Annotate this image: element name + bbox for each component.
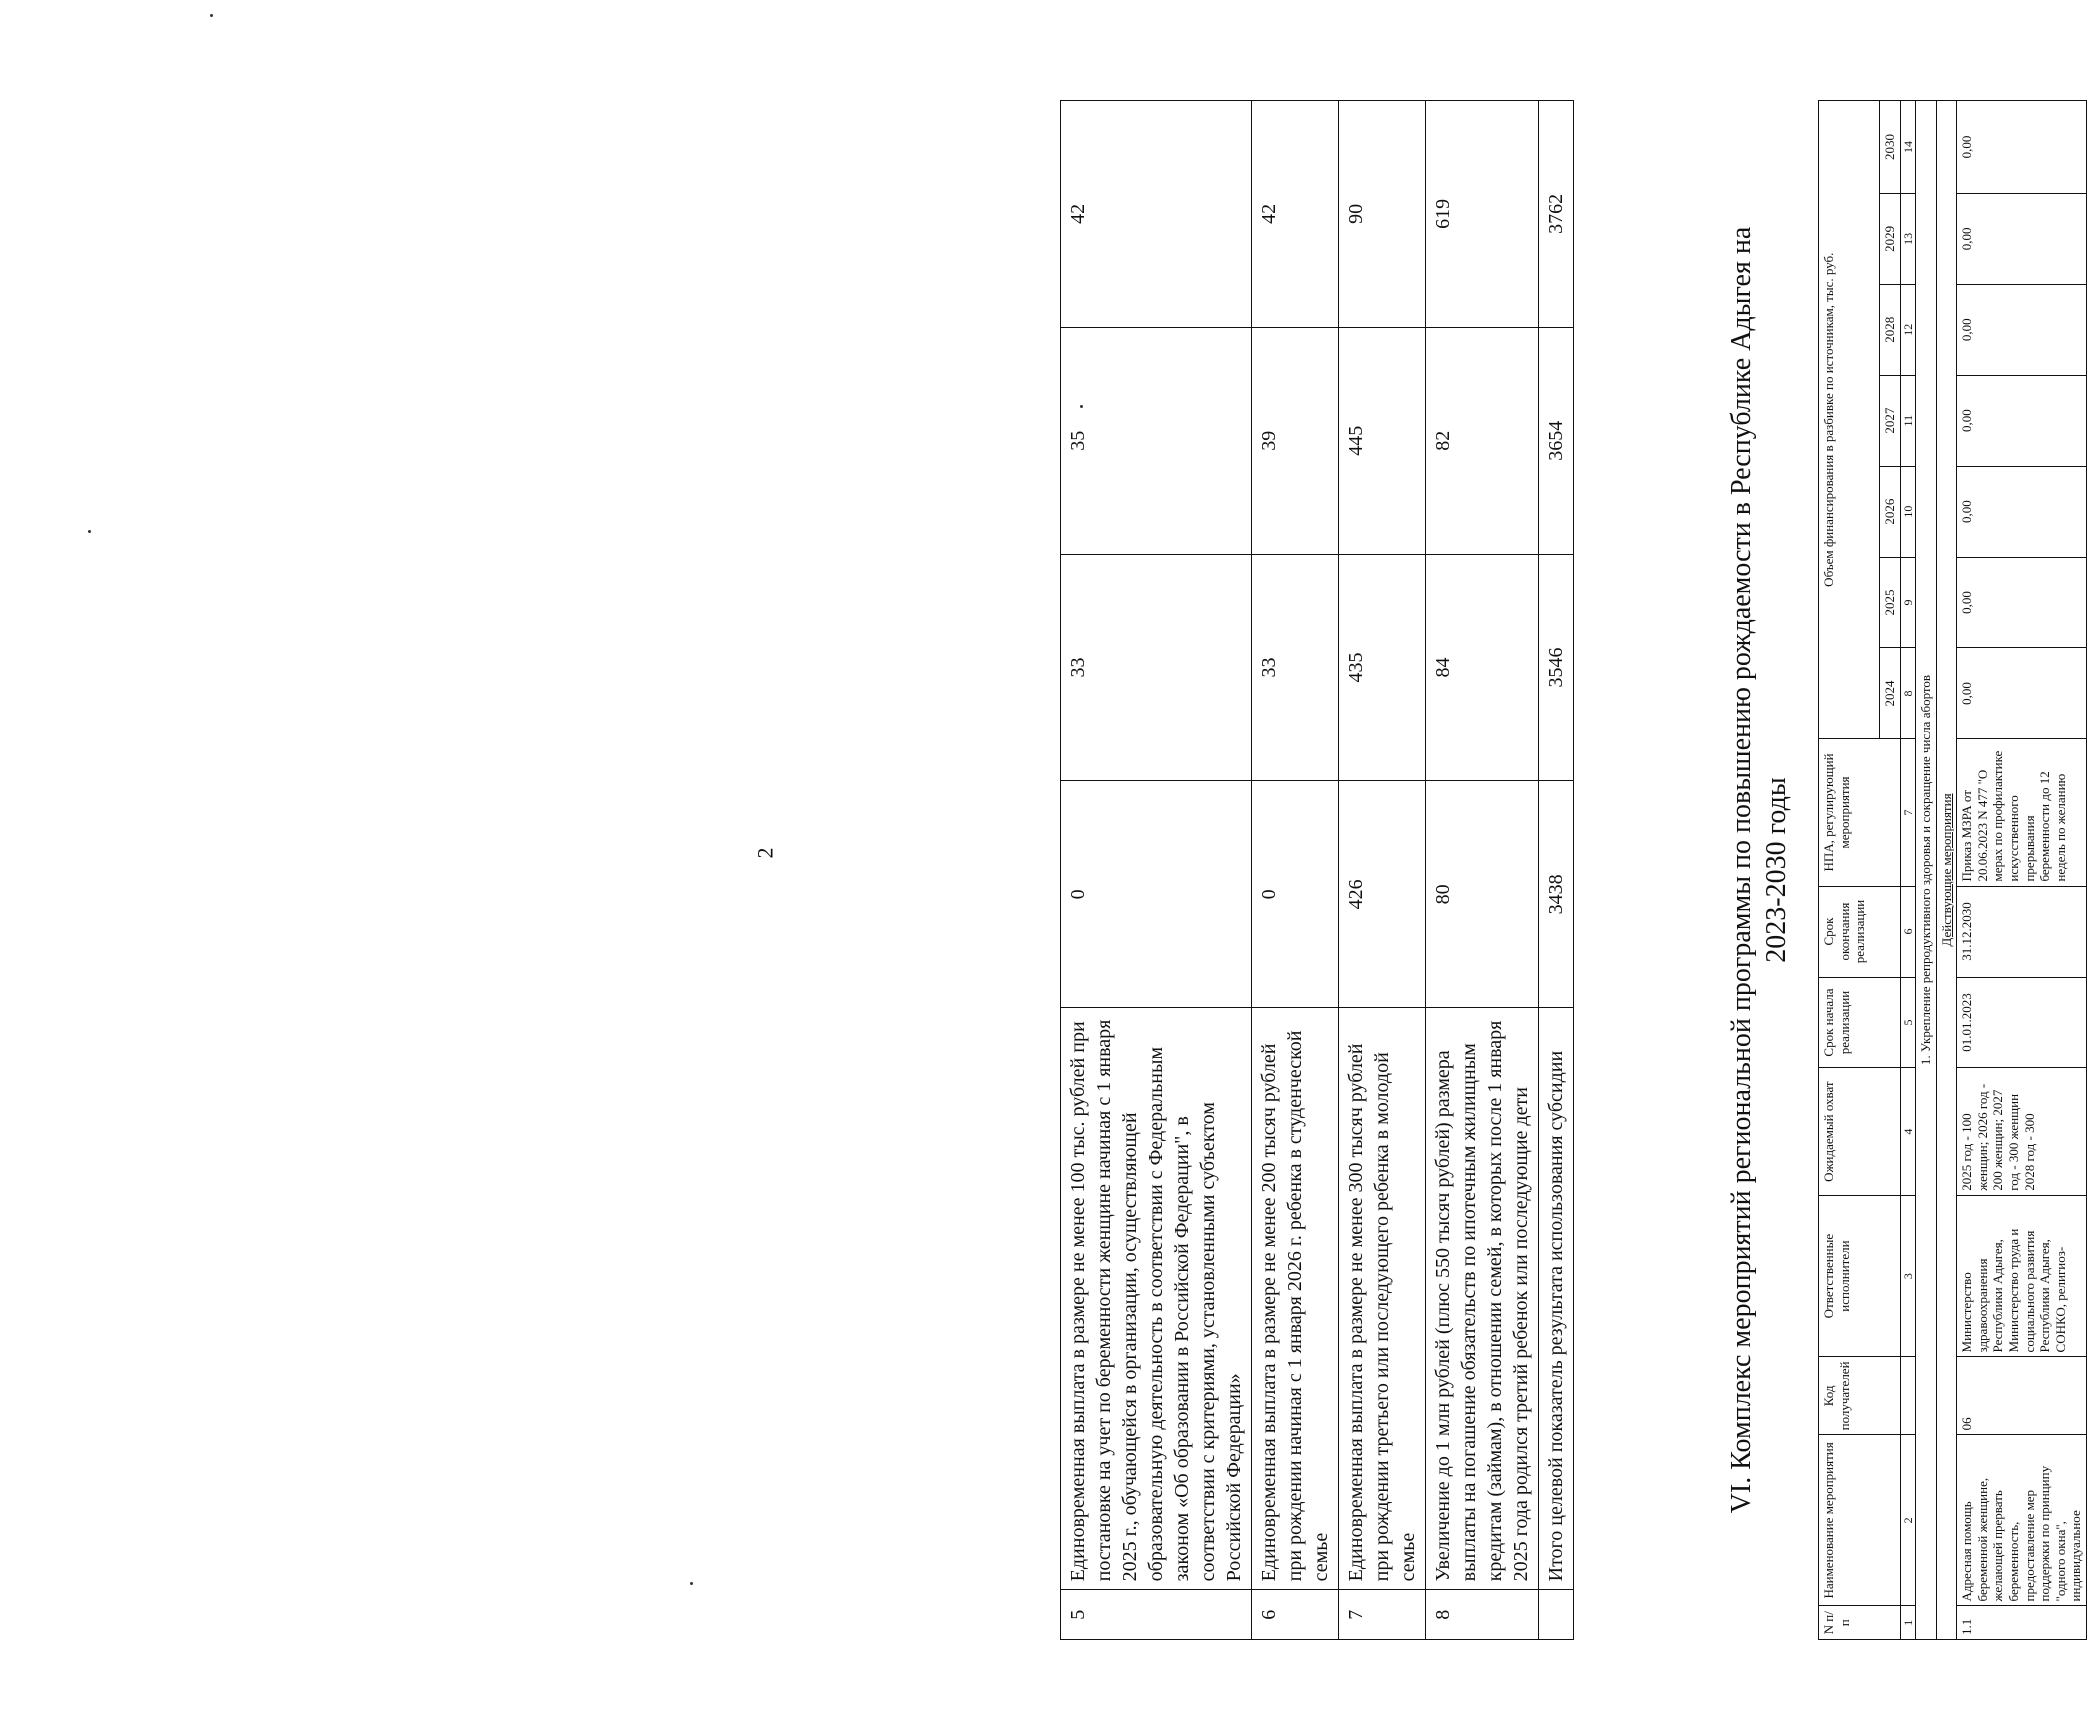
section-title	[1724, 100, 1794, 1640]
value-cell: 35	[1061, 327, 1252, 554]
section-heading: 1. Укрепление репродуктивного здоровья и сокращение числа абортов	[1915, 101, 1936, 1640]
value-cell: 84	[1426, 554, 1539, 781]
row-description: Единовременная выплата в размере не менее 200 тысяч рублей при рождении начиная с 1 января 2026 г. ребенка в студенческой семье	[1252, 1008, 1339, 1590]
value-cell: 33	[1252, 554, 1339, 781]
header-finance: Объем финансирования в разбивке по источникам, тыс. руб.	[1819, 101, 1880, 739]
col-number: 4	[1900, 1068, 1915, 1195]
total-value: 3654	[1539, 327, 1574, 554]
expected-reach: 2025 год - 100 женщин; 2026 год - 200 женщин; 2027 год - 300 женщин 2028 год - 300	[1957, 1068, 2087, 1195]
col-number: 2	[1900, 1435, 1915, 1606]
npa-text: Приказ МЗРА от 20.06.2023 N 477 "О мерах по профилактике искусственного прерывания беременности до 12 недель по желанию	[1957, 739, 2087, 886]
header-year: 2029	[1880, 193, 1901, 284]
finance-value: 0,00	[1957, 193, 2087, 284]
value-cell: 82	[1426, 327, 1539, 554]
row-number: 7	[1339, 1590, 1426, 1640]
header-n: N п/п	[1819, 1606, 1901, 1640]
header-name: Наименование мероприятия	[1819, 1435, 1901, 1606]
header-year: 2024	[1880, 648, 1901, 739]
section-title-line: 2023-2030 годы	[1761, 777, 1792, 963]
table-row	[1339, 101, 1426, 1640]
table-row	[1426, 101, 1539, 1640]
scan-speck	[210, 14, 213, 17]
section-row	[1915, 101, 1936, 1640]
value-cell: 426	[1339, 781, 1426, 1008]
value-cell: 42	[1252, 101, 1339, 328]
col-number: 1	[1900, 1606, 1915, 1640]
subsection-heading: Действующие мероприятия	[1936, 101, 1957, 1640]
value-cell: 0	[1252, 781, 1339, 1008]
header-year: 2025	[1880, 557, 1901, 648]
row-number: 8	[1426, 1590, 1539, 1640]
finance-value: 0,00	[1957, 466, 2087, 557]
finance-value: 0,00	[1957, 284, 2087, 375]
activities-table	[1818, 100, 2087, 1640]
scan-speck	[690, 1582, 693, 1585]
start-date: 01.01.2023	[1957, 977, 2087, 1068]
page-number: 2	[752, 847, 778, 859]
responsible-executors: Министерство здравоохранения Республики Адыгея, Министерство труда и социального развития Республики Адыгея, СОНКО, религиоз-	[1957, 1195, 2087, 1357]
header-end: Срок окончания реализации	[1819, 886, 1901, 977]
subsection-row	[1936, 101, 1957, 1640]
total-value: 3546	[1539, 554, 1574, 781]
row-number: 6	[1252, 1590, 1339, 1640]
col-number: 6	[1900, 886, 1915, 977]
header-code: Код получателей	[1819, 1357, 1901, 1435]
indicator-table	[1060, 100, 1574, 1640]
recipient-code: 06	[1957, 1357, 2087, 1435]
finance-value: 0,00	[1957, 557, 2087, 648]
col-number: 7	[1900, 739, 1915, 886]
col-number: 8	[1900, 648, 1915, 739]
value-cell: 90	[1339, 101, 1426, 328]
header-year: 2030	[1880, 101, 1901, 194]
header-npa: НПА, регулирующий мероприятия	[1819, 739, 1901, 886]
end-date: 31.12.2030	[1957, 886, 2087, 977]
row-description: Увеличение до 1 млн рублей (плюс 550 тысяч рублей) размера выплаты на погашение обязательств по ипотечным жилищным кредитам (займам), в отношении семей, в которых после 1 января 2025 года родился третий ребенок или последующие дети	[1426, 1008, 1539, 1590]
col-number: 9	[1900, 557, 1915, 648]
total-value: 3438	[1539, 781, 1574, 1008]
value-cell: 435	[1339, 554, 1426, 781]
header-reach: Ожидаемый охват	[1819, 1068, 1901, 1195]
total-value: 3762	[1539, 101, 1574, 328]
table-row	[1252, 101, 1339, 1640]
section-title-line: VI. Комплекс мероприятий региональной программы по повышению рождаемости в Республике Адыгея на	[1726, 226, 1757, 1514]
scan-speck	[88, 530, 91, 533]
col-number: 5	[1900, 977, 1915, 1068]
activity-name: Адресная помощь беременной женщине, желающей прервать беременность, предоставление мер поддержки по принципу "одного окна", индивидуальное	[1957, 1435, 2087, 1606]
header-row	[1819, 101, 1880, 1640]
col-number: 11	[1900, 375, 1915, 466]
finance-value: 0,00	[1957, 375, 2087, 466]
row-number: 1.1	[1957, 1606, 2087, 1640]
value-cell: 33	[1061, 554, 1252, 781]
total-label: Итого целевой показатель результата использования субсидии	[1539, 1008, 1574, 1590]
row-description: Единовременная выплата в размере не менее 100 тыс. рублей при постановке на учет по беременности женщине начиная с 1 января 2025 г., обучающейся в организации, осуществляющей образовательную деятельность в соответствии с Федеральным законом «Об образовании в Российской Федерации", в соответствии с критериями, установленными субъектом Российской Федерации»	[1061, 1008, 1252, 1590]
table-row	[1061, 101, 1252, 1640]
finance-value: 0,00	[1957, 648, 2087, 739]
row-number: 5	[1061, 1590, 1252, 1640]
table-row	[1957, 101, 2087, 1640]
row-description: Единовременная выплата в размере не менее 300 тысяч рублей при рождении третьего или последующего ребенка в молодой семье	[1339, 1008, 1426, 1590]
finance-value: 0,00	[1957, 101, 2087, 194]
col-number: 13	[1900, 193, 1915, 284]
header-year: 2028	[1880, 284, 1901, 375]
value-cell: 42	[1061, 101, 1252, 328]
value-cell: 80	[1426, 781, 1539, 1008]
col-number: 3	[1900, 1195, 1915, 1357]
col-number: 14	[1900, 101, 1915, 194]
value-cell: 445	[1339, 327, 1426, 554]
value-cell: 619	[1426, 101, 1539, 328]
column-numbers-row	[1900, 101, 1915, 1640]
header-responsible: Ответственные исполнители	[1819, 1195, 1901, 1357]
scan-speck	[1080, 405, 1083, 408]
header-start: Срок начала реализации	[1819, 977, 1901, 1068]
col-number: 12	[1900, 284, 1915, 375]
col-number: 10	[1900, 466, 1915, 557]
total-row	[1539, 101, 1574, 1640]
rotated-page-content	[1060, 80, 2087, 1640]
value-cell: 0	[1061, 781, 1252, 1008]
header-year: 2026	[1880, 466, 1901, 557]
header-year: 2027	[1880, 375, 1901, 466]
value-cell: 39	[1252, 327, 1339, 554]
row-number	[1539, 1590, 1574, 1640]
